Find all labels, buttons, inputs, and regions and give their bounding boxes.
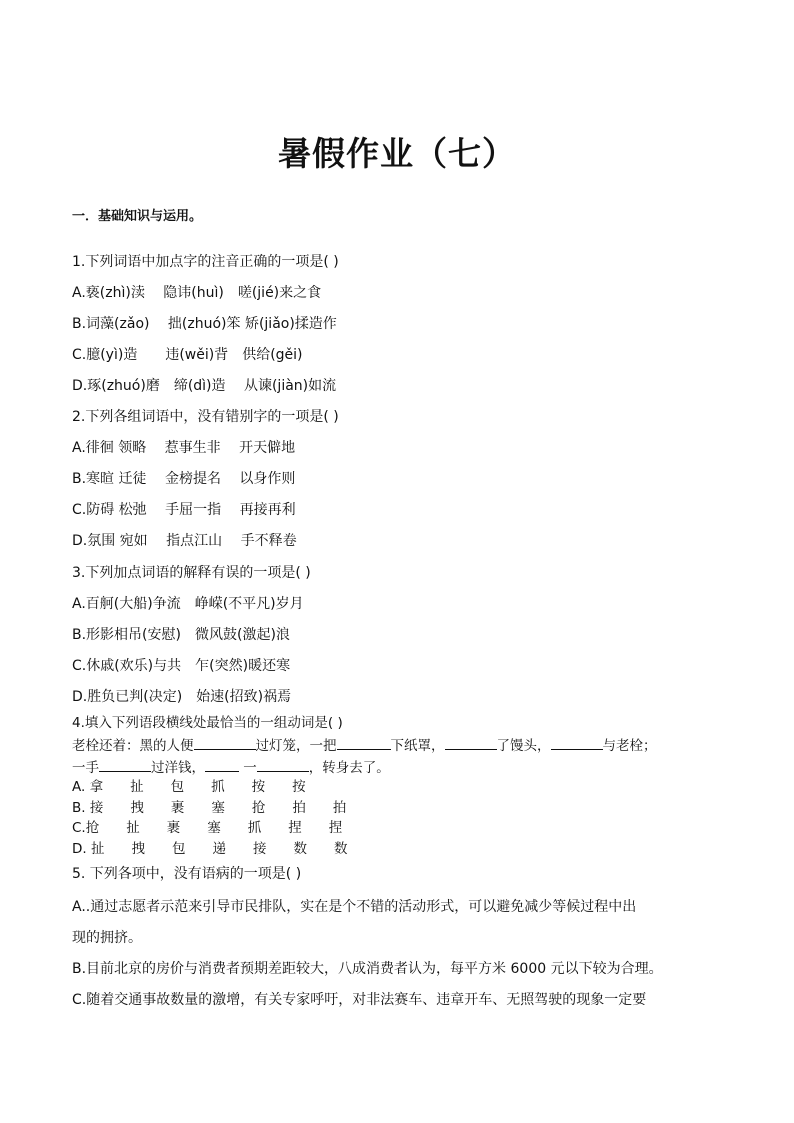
question-1-option-a: A.亵(zhì)渎 隐讳(huì) 嗟(jié)来之食	[72, 285, 322, 301]
question-4-stem: 4.填入下列语段横线处最恰当的一组动词是( )	[72, 715, 343, 731]
question-3-option-a: A.百舸(大船)争流 峥嵘(不平凡)岁月	[72, 596, 304, 612]
question-1-option-d: D.琢(zhuó)磨 缔(dì)造 从谏(jiàn)如流	[72, 378, 337, 394]
passage-text: 老栓还着：黑的人便	[72, 738, 194, 754]
question-4-option-a: A. 拿 扯 包 抓 按 按	[72, 779, 306, 795]
passage-text: 一手	[72, 760, 99, 776]
blank-7	[257, 757, 309, 772]
question-5-option-c: C.随着交通事故数量的激增，有关专家呼吁，对非法赛车、违章开车、无照驾驶的现象一定要	[72, 992, 647, 1008]
question-2-option-b: B.寒暄 迁徒 金榜提名 以身作则	[72, 471, 296, 487]
page-title: 暑假作业（七）	[278, 134, 516, 173]
question-2-stem: 2.下列各组词语中，没有错别字的一项是( )	[72, 409, 339, 425]
question-3-option-c: C.休戚(欢乐)与共 乍(突然)暖还寒	[72, 658, 291, 674]
question-4-option-d: D. 扯 拽 包 递 接 数 数	[72, 841, 348, 857]
blank-6	[205, 757, 239, 772]
question-1-stem: 1.下列词语中加点字的注音正确的一项是( )	[72, 254, 339, 270]
passage-text: 过灯笼，一把	[255, 738, 337, 754]
question-1-option-c: C.臆(yì)造 违(wěi)背 供给(gěi)	[72, 347, 303, 363]
question-4-option-b: B. 接 拽 裹 塞 抢 拍 拍	[72, 800, 347, 816]
blank-3	[445, 735, 497, 750]
passage-text: 过洋钱，	[151, 760, 205, 776]
passage-text: 一	[243, 760, 257, 776]
blank-4	[551, 735, 603, 750]
question-5-stem: 5. 下列各项中，没有语病的一项是( )	[72, 866, 302, 882]
question-1-option-b: B.词藻(zǎo) 拙(zhuó)笨 矫(jiǎo)揉造作	[72, 316, 337, 332]
question-4-passage-line-1	[72, 735, 657, 756]
blank-2	[337, 735, 391, 750]
question-3-stem: 3.下列加点词语的解释有误的一项是( )	[72, 565, 311, 581]
question-5-option-a-line-2: 现的拥挤。	[72, 930, 142, 946]
passage-text: ，转身去了。	[308, 760, 390, 776]
blank-5	[99, 757, 151, 772]
question-3-option-b: B.形影相吊(安慰) 微风鼓(激起)浪	[72, 627, 290, 643]
passage-text: 了馒头，	[496, 738, 551, 754]
question-4-option-c: C.抢 扯 裹 塞 抓 捏 捏	[72, 820, 343, 836]
passage-text: 下纸罩，	[390, 738, 445, 754]
question-2-option-d: D.氛围 宛如 指点江山 手不释卷	[72, 533, 297, 549]
section-heading: 一．基础知识与运用。	[72, 209, 203, 224]
passage-text: 与老栓；	[602, 738, 657, 754]
blank-1	[194, 735, 256, 750]
question-2-option-a: A.徘徊 领略 惹事生非 开天僻地	[72, 440, 296, 456]
question-3-option-d: D.胜负已判(决定) 始速(招致)祸焉	[72, 689, 292, 705]
question-2-option-c: C.防碍 松弛 手屈一指 再接再利	[72, 502, 296, 518]
question-5-option-a-line-1: A..通过志愿者示范来引导市民排队，实在是个不错的活动形式，可以避免减少等候过程中出	[72, 899, 637, 915]
question-5-option-b: B.目前北京的房价与消费者预期差距较大，八成消费者认为，每平方米 6000 元以下较为合理。	[72, 961, 663, 977]
question-4-passage-line-2	[72, 757, 390, 778]
